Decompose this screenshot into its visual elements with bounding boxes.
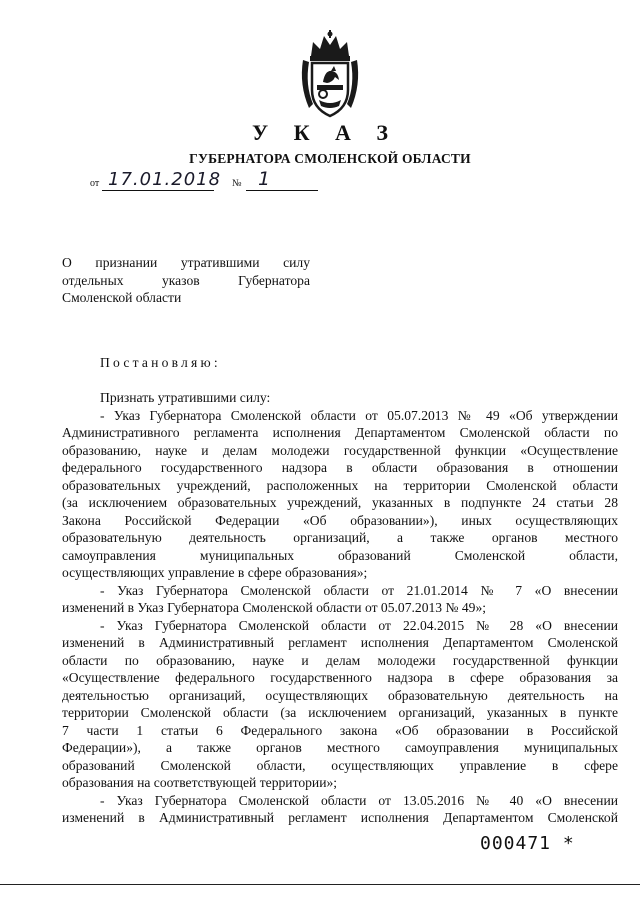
decree-title: У К А З (251, 120, 399, 145)
body-line: Признать утратившими силу: (100, 390, 271, 405)
body-line: деятельностью организаций, осуществляющих образовательную деятельность на (62, 687, 618, 703)
form-serial-number: 000471 * (480, 833, 575, 854)
bottom-rule (0, 884, 640, 885)
body-line: Федерации»), а также органов местного самоуправления муниципальных (62, 740, 618, 755)
subject-line: отдельных указов Губернатора (62, 272, 310, 288)
decree-body (62, 389, 618, 827)
body-line: «Осуществление федерального государственного надзора в сфере образования за (62, 670, 618, 685)
body-line: - Указ Губернатора Смоленской области от 21.01.2014 № 7 «О внесении (100, 582, 618, 598)
body-line: (за исключением образовательных учреждений, указанных в подпункте 24 статьи 28 (62, 495, 618, 510)
number-underline (246, 190, 318, 191)
subject-line: О признании утратившими силу (62, 255, 310, 270)
decree-number: 1 (258, 168, 271, 190)
body-line: образовательных учреждений, расположенных на территории Смоленской области (62, 477, 618, 493)
body-line: - Указ Губернатора Смоленской области от 22.04.2015 № 28 «О внесении (100, 617, 618, 633)
body-line: осуществляющих управление в сфере образования»; (62, 565, 368, 580)
body-line: Административного регламента исполнения Департаментом Смоленской области по (62, 425, 618, 440)
body-line: - Указ Губернатора Смоленской области от 05.07.2013 № 49 «Об утверждении (100, 407, 618, 423)
decree-resolution-word: Постановляю: (100, 355, 221, 370)
body-line: территории Смоленской области (за исключением организаций, указанных в пункте (62, 705, 618, 720)
dateline (90, 168, 330, 194)
body-line: образования на соответствующей территории»; (62, 775, 338, 790)
date-prefix: от (90, 178, 100, 189)
date-underline (102, 190, 214, 191)
body-line: области по образованию, науке и делам молодежи государственной функции (62, 652, 618, 668)
body-line: образований Смоленской области, осуществляющих управление в сфере (62, 757, 618, 773)
body-line: 7 части 1 статьи 6 Федерального закона «Об образовании в Российской (62, 722, 618, 738)
body-line: изменений в Административный регламент исполнения Департаментом Смоленской (62, 635, 618, 650)
body-line: - Указ Губернатора Смоленской области от 13.05.2016 № 40 «О внесении (100, 792, 618, 808)
body-line: федерального государственного надзора в области образования в отношении (62, 460, 618, 475)
body-line: самоуправления муниципальных образований Смоленской области, (62, 547, 618, 563)
subject-line: Смоленской области (62, 290, 182, 305)
body-line: изменений в Административный регламент исполнения Департаментом Смоленской (62, 810, 618, 825)
body-line: изменений в Указ Губернатора Смоленской области от 05.07.2013 № 49»; (62, 600, 487, 615)
number-label: № (232, 178, 242, 189)
smolensk-coat-of-arms-emblem (295, 30, 365, 120)
decree-date: 17.01.2018 (108, 169, 222, 190)
decree-subject (62, 254, 310, 307)
body-line: Закона Российской Федерации «Об образовании»), иных осуществляющих (62, 512, 618, 528)
decree-issuer: ГУБЕРНАТОРА СМОЛЕНСКОЙ ОБЛАСТИ (189, 151, 471, 166)
body-line: образовательную деятельность организаций, а также органов местного (62, 530, 618, 545)
body-line: образованию, науке и делам молодежи государственной функции «Осуществление (62, 442, 618, 458)
